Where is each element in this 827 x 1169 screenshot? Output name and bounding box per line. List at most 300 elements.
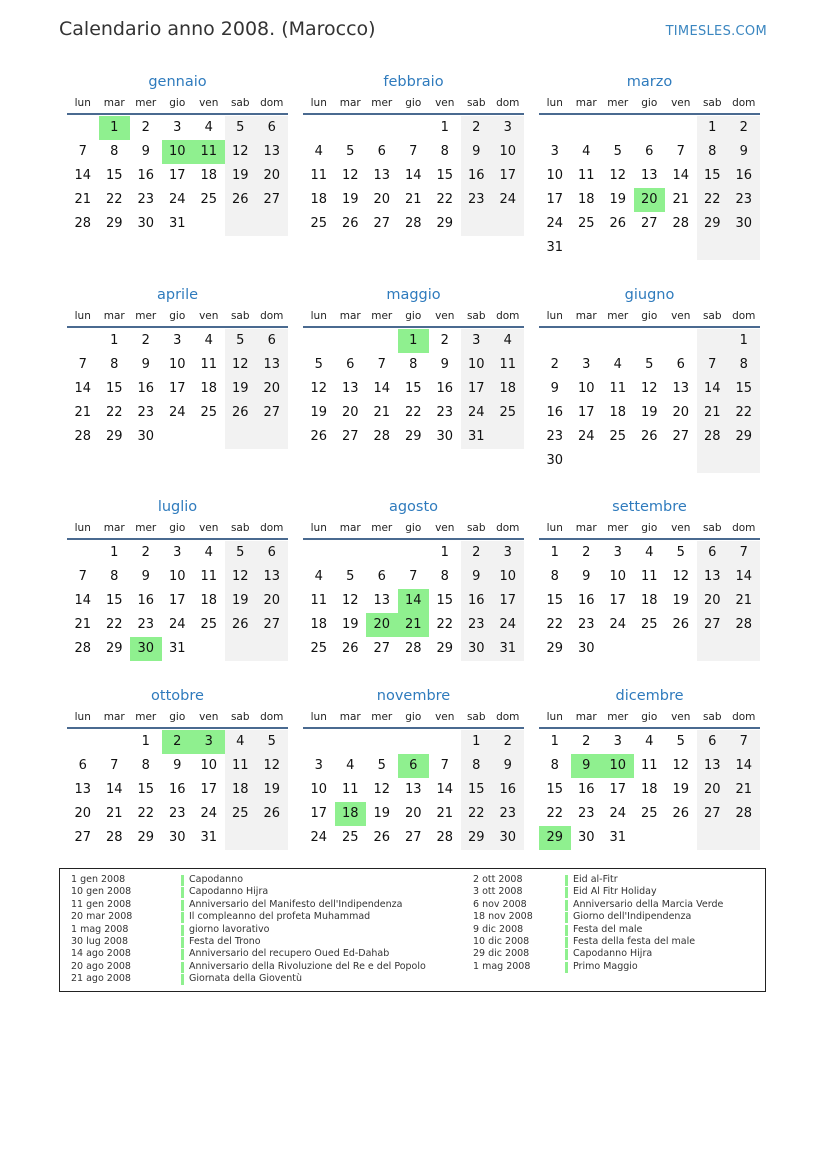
- day-cell: 5: [346, 569, 355, 584]
- day-cell: 20: [263, 168, 281, 183]
- day-cell: 21: [436, 806, 454, 821]
- day-cell: 13: [263, 144, 281, 159]
- legend-marker: [565, 949, 568, 960]
- day-cell: 18: [577, 192, 595, 207]
- day-cell: 1: [550, 734, 559, 749]
- day-cell: 27: [703, 806, 721, 821]
- day-cell: 17: [168, 593, 186, 608]
- legend-marker: [565, 900, 568, 911]
- day-cell: 17: [499, 593, 517, 608]
- legend-marker: [565, 925, 568, 936]
- day-cell: 14: [74, 593, 92, 608]
- day-cell: 19: [231, 381, 249, 396]
- day-cell: 8: [472, 758, 481, 773]
- day-cell: 8: [440, 569, 449, 584]
- weekday-label: ven: [435, 97, 455, 109]
- day-cell: 25: [640, 806, 658, 821]
- weekday-label: gio: [405, 310, 422, 322]
- day-cell: 3: [173, 120, 182, 135]
- day-cell: 12: [231, 569, 249, 584]
- day-cell: 2: [582, 545, 591, 560]
- day-cell: 28: [74, 641, 92, 656]
- legend-marker: [565, 887, 568, 898]
- day-cell: 7: [377, 357, 386, 372]
- day-cell: 25: [200, 617, 218, 632]
- day-cell: 20: [263, 381, 281, 396]
- day-cell: 7: [676, 144, 685, 159]
- legend-marker: [565, 912, 568, 923]
- weekday-label: dom: [732, 97, 756, 109]
- day-cell: 21: [105, 806, 123, 821]
- weekday-label: mar: [339, 522, 361, 534]
- day-cell: 12: [672, 569, 690, 584]
- month-name: aprile: [156, 287, 199, 303]
- day-cell: 2: [141, 120, 150, 135]
- day-cell: 21: [74, 617, 92, 632]
- weekday-label: dom: [260, 97, 284, 109]
- day-cell: 10: [546, 168, 564, 183]
- day-cell: 1: [440, 545, 449, 560]
- day-cell: 17: [609, 593, 627, 608]
- day-cell: 9: [141, 569, 150, 584]
- day-cell: 17: [499, 168, 517, 183]
- day-cell: 8: [550, 569, 559, 584]
- day-cell: 1: [110, 333, 119, 348]
- day-cell: 8: [110, 357, 119, 372]
- legend-holiday-name: giorno lavorativo: [189, 923, 270, 935]
- month-maggio: [303, 285, 524, 476]
- day-grid: [67, 328, 288, 476]
- legend-date: 10 gen 2008: [71, 886, 132, 898]
- day-cell: 27: [640, 216, 658, 231]
- day-cell: 7: [708, 357, 717, 372]
- day-cell: 24: [577, 429, 595, 444]
- legend-date: 18 nov 2008: [473, 911, 533, 923]
- day-cell: 4: [204, 545, 213, 560]
- day-cell: 7: [739, 734, 748, 749]
- day-cell: 28: [105, 830, 123, 845]
- legend-holiday-name: Capodanno Hijra: [189, 886, 269, 898]
- legend-marker: [181, 912, 184, 923]
- day-grid: [67, 115, 288, 263]
- day-cell: 26: [231, 192, 249, 207]
- weekday-header: [303, 707, 524, 727]
- day-cell: 15: [546, 593, 564, 608]
- day-cell: 5: [346, 144, 355, 159]
- day-cell: 18: [499, 381, 517, 396]
- day-grid: [539, 729, 760, 877]
- day-cell: 24: [200, 806, 218, 821]
- day-cell: 10: [609, 569, 627, 584]
- page-title: Calendario anno 2008. (Marocco): [59, 18, 376, 40]
- day-cell: 28: [672, 216, 690, 231]
- weekday-label: gio: [641, 310, 658, 322]
- day-cell: 22: [105, 192, 123, 207]
- day-cell: 3: [582, 357, 591, 372]
- weekday-label: sab: [230, 97, 250, 109]
- day-cell: 23: [467, 617, 485, 632]
- legend-holiday-name: Capodanno Hijra: [573, 948, 653, 960]
- day-cell: 4: [314, 144, 323, 159]
- month-name: dicembre: [615, 688, 684, 704]
- day-cell: 23: [137, 405, 155, 420]
- day-cell: 3: [503, 545, 512, 560]
- day-cell: 28: [404, 641, 422, 656]
- day-cell: 23: [137, 617, 155, 632]
- day-grid: [303, 729, 524, 877]
- day-cell: 4: [645, 545, 654, 560]
- day-cell: 26: [672, 806, 690, 821]
- day-cell: 17: [310, 806, 328, 821]
- weekday-label: mer: [371, 522, 393, 534]
- day-cell: 24: [609, 617, 627, 632]
- day-cell: 21: [735, 782, 753, 797]
- day-cell: 20: [703, 593, 721, 608]
- weekday-header: [303, 306, 524, 326]
- day-cell: 29: [105, 216, 123, 231]
- day-cell: 3: [613, 734, 622, 749]
- day-cell: 4: [204, 333, 213, 348]
- day-cell: 28: [404, 216, 422, 231]
- day-cell: 26: [341, 641, 359, 656]
- day-cell: 7: [440, 758, 449, 773]
- day-cell: 30: [436, 429, 454, 444]
- day-cell: 11: [577, 168, 595, 183]
- legend-marker: [565, 962, 568, 973]
- day-cell: 13: [263, 569, 281, 584]
- day-cell: 13: [640, 168, 658, 183]
- day-cell: 13: [703, 758, 721, 773]
- day-cell: 21: [74, 192, 92, 207]
- day-cell: 2: [503, 734, 512, 749]
- weekday-header: [539, 707, 760, 727]
- day-cell: 5: [613, 144, 622, 159]
- weekday-label: mar: [103, 97, 125, 109]
- legend-marker: [181, 949, 184, 960]
- weekday-header: [539, 518, 760, 538]
- weekday-label: ven: [199, 310, 219, 322]
- day-cell: 6: [708, 545, 717, 560]
- day-cell: 24: [168, 405, 186, 420]
- day-cell: 28: [373, 429, 391, 444]
- day-cell: 22: [404, 405, 422, 420]
- day-cell: 18: [200, 381, 218, 396]
- month-name: ottobre: [151, 688, 204, 704]
- holiday-day: 6: [398, 754, 430, 778]
- day-cell: 26: [640, 429, 658, 444]
- weekday-header: [67, 93, 288, 113]
- day-cell: 20: [263, 593, 281, 608]
- legend-holiday-name: Capodanno: [189, 874, 244, 885]
- day-cell: 16: [137, 168, 155, 183]
- legend-date: 20 mar 2008: [71, 911, 133, 923]
- weekday-label: mar: [575, 97, 597, 109]
- day-cell: 24: [168, 192, 186, 207]
- month-name: agosto: [388, 499, 439, 515]
- weekday-label: sab: [230, 522, 250, 534]
- day-cell: 17: [168, 168, 186, 183]
- legend-holiday-name: Festa del Trono: [189, 936, 261, 947]
- day-cell: 31: [546, 240, 564, 255]
- day-cell: 31: [168, 216, 186, 231]
- day-cell: 18: [200, 593, 218, 608]
- day-cell: 5: [236, 545, 245, 560]
- weekday-label: gio: [169, 711, 186, 723]
- day-cell: 19: [373, 806, 391, 821]
- weekday-label: mer: [135, 522, 157, 534]
- day-cell: 7: [409, 569, 418, 584]
- legend-holiday-name: Il compleanno del profeta Muhammad: [189, 911, 371, 923]
- legend-holiday-name: Festa del male: [573, 923, 643, 935]
- legend-date: 11 gen 2008: [71, 898, 132, 910]
- legend-date: 29 dic 2008: [473, 948, 530, 960]
- day-cell: 14: [74, 381, 92, 396]
- month-name: maggio: [386, 287, 441, 303]
- month-dicembre: [539, 686, 760, 877]
- weekday-label: gio: [169, 522, 186, 534]
- weekday-label: sab: [466, 711, 486, 723]
- day-cell: 5: [676, 734, 685, 749]
- day-cell: 6: [346, 357, 355, 372]
- day-cell: 17: [168, 381, 186, 396]
- day-cell: 5: [236, 333, 245, 348]
- weekday-label: dom: [260, 522, 284, 534]
- day-cell: 5: [377, 758, 386, 773]
- weekday-label: ven: [671, 711, 691, 723]
- legend-date: 1 mag 2008: [71, 923, 129, 935]
- day-cell: 1: [708, 120, 717, 135]
- weekday-label: lun: [310, 711, 327, 723]
- day-cell: 5: [236, 120, 245, 135]
- day-cell: 23: [137, 192, 155, 207]
- weekday-header: [539, 93, 760, 113]
- month-name: novembre: [376, 688, 451, 704]
- weekday-label: ven: [435, 522, 455, 534]
- day-cell: 31: [609, 830, 627, 845]
- day-cell: 16: [137, 381, 155, 396]
- day-cell: 25: [499, 405, 517, 420]
- day-cell: 23: [436, 405, 454, 420]
- day-cell: 6: [267, 545, 276, 560]
- legend-holiday-name: Giorno dell'Indipendenza: [573, 911, 692, 923]
- day-cell: 3: [173, 333, 182, 348]
- day-cell: 12: [341, 168, 359, 183]
- weekday-label: mer: [607, 522, 629, 534]
- day-cell: 12: [640, 381, 658, 396]
- weekday-label: gio: [405, 97, 422, 109]
- day-cell: 11: [499, 357, 517, 372]
- day-cell: 30: [137, 429, 155, 444]
- day-cell: 17: [200, 782, 218, 797]
- day-cell: 3: [503, 120, 512, 135]
- day-cell: 20: [341, 405, 359, 420]
- day-cell: 6: [377, 144, 386, 159]
- legend-holiday-name: Anniversario della Marcia Verde: [573, 898, 724, 910]
- day-cell: 20: [404, 806, 422, 821]
- month-agosto: [303, 497, 524, 688]
- day-cell: 25: [310, 216, 328, 231]
- weekday-label: lun: [546, 97, 563, 109]
- day-cell: 30: [137, 216, 155, 231]
- day-cell: 11: [231, 758, 249, 773]
- weekday-label: gio: [405, 711, 422, 723]
- holiday-day: 1: [99, 116, 131, 140]
- day-cell: 16: [467, 168, 485, 183]
- holiday-day: 14: [398, 589, 430, 613]
- weekday-label: gio: [641, 97, 658, 109]
- weekday-label: sab: [702, 522, 722, 534]
- month-name: febbraio: [383, 74, 444, 90]
- weekday-label: mer: [135, 711, 157, 723]
- day-cell: 9: [173, 758, 182, 773]
- weekday-label: ven: [199, 522, 219, 534]
- day-cell: 16: [436, 381, 454, 396]
- day-cell: 9: [582, 569, 591, 584]
- day-cell: 1: [141, 734, 150, 749]
- day-cell: 16: [168, 782, 186, 797]
- weekday-label: ven: [671, 310, 691, 322]
- day-grid: [303, 328, 524, 476]
- day-cell: 19: [609, 192, 627, 207]
- day-cell: 22: [467, 806, 485, 821]
- legend-holiday-name: Anniversario del Manifesto dell'Indipendenza: [189, 898, 403, 910]
- weekday-label: mer: [607, 97, 629, 109]
- legend-date: 2 ott 2008: [473, 874, 523, 885]
- day-cell: 14: [373, 381, 391, 396]
- day-cell: 16: [577, 593, 595, 608]
- weekday-label: sab: [230, 310, 250, 322]
- day-cell: 17: [546, 192, 564, 207]
- day-cell: 1: [440, 120, 449, 135]
- month-name: marzo: [626, 74, 673, 90]
- day-cell: 11: [310, 593, 328, 608]
- weekday-header: [67, 518, 288, 538]
- day-cell: 8: [141, 758, 150, 773]
- holiday-day: 29: [539, 826, 571, 850]
- holiday-day: 30: [130, 637, 162, 661]
- day-cell: 24: [310, 830, 328, 845]
- day-cell: 25: [231, 806, 249, 821]
- day-cell: 25: [341, 830, 359, 845]
- day-cell: 13: [341, 381, 359, 396]
- day-cell: 28: [735, 617, 753, 632]
- weekday-label: gio: [169, 310, 186, 322]
- weekday-header: [303, 93, 524, 113]
- day-cell: 15: [436, 168, 454, 183]
- day-cell: 9: [141, 357, 150, 372]
- legend-holiday-name: Giornata della Gioventù: [189, 973, 303, 985]
- day-cell: 28: [436, 830, 454, 845]
- legend-holiday-name: Festa della festa del male: [573, 936, 696, 947]
- day-cell: 10: [200, 758, 218, 773]
- day-grid: [67, 729, 288, 877]
- day-cell: 13: [263, 357, 281, 372]
- day-cell: 3: [472, 333, 481, 348]
- day-cell: 6: [676, 357, 685, 372]
- day-cell: 13: [672, 381, 690, 396]
- day-cell: 23: [577, 806, 595, 821]
- month-novembre: [303, 686, 524, 877]
- weekday-label: mer: [135, 97, 157, 109]
- day-cell: 11: [640, 569, 658, 584]
- legend-marker: [565, 875, 568, 886]
- day-cell: 2: [739, 120, 748, 135]
- day-cell: 16: [735, 168, 753, 183]
- day-cell: 21: [735, 593, 753, 608]
- day-cell: 3: [173, 545, 182, 560]
- day-cell: 24: [609, 806, 627, 821]
- legend-holiday-name: Primo Maggio: [573, 960, 638, 972]
- day-cell: 11: [640, 758, 658, 773]
- day-cell: 22: [105, 405, 123, 420]
- legend-marker: [181, 962, 184, 973]
- weekday-label: ven: [199, 97, 219, 109]
- day-cell: 3: [613, 545, 622, 560]
- weekday-label: dom: [496, 97, 520, 109]
- day-cell: 24: [499, 617, 517, 632]
- site-link[interactable]: TIMESLES.COM: [665, 24, 767, 39]
- day-cell: 23: [735, 192, 753, 207]
- day-cell: 10: [577, 381, 595, 396]
- day-cell: 30: [499, 830, 517, 845]
- day-cell: 18: [310, 617, 328, 632]
- day-cell: 12: [373, 782, 391, 797]
- day-cell: 31: [499, 641, 517, 656]
- day-cell: 12: [231, 144, 249, 159]
- day-cell: 10: [310, 782, 328, 797]
- month-aprile: [67, 285, 288, 476]
- day-cell: 1: [739, 333, 748, 348]
- day-cell: 24: [499, 192, 517, 207]
- day-cell: 21: [373, 405, 391, 420]
- day-cell: 15: [105, 381, 123, 396]
- day-cell: 21: [404, 192, 422, 207]
- day-cell: 14: [404, 168, 422, 183]
- day-cell: 6: [645, 144, 654, 159]
- day-cell: 29: [546, 641, 564, 656]
- day-cell: 20: [373, 192, 391, 207]
- day-cell: 13: [404, 782, 422, 797]
- day-cell: 5: [314, 357, 323, 372]
- weekday-label: lun: [74, 97, 91, 109]
- day-cell: 13: [703, 569, 721, 584]
- month-settembre: [539, 497, 760, 688]
- weekday-label: ven: [671, 97, 691, 109]
- day-cell: 6: [78, 758, 87, 773]
- holiday-legend: [59, 868, 766, 992]
- weekday-header: [67, 707, 288, 727]
- day-cell: 19: [341, 617, 359, 632]
- day-cell: 3: [314, 758, 323, 773]
- day-cell: 4: [645, 734, 654, 749]
- day-cell: 15: [404, 381, 422, 396]
- day-cell: 7: [110, 758, 119, 773]
- weekday-label: lun: [310, 310, 327, 322]
- day-cell: 7: [409, 144, 418, 159]
- day-cell: 14: [703, 381, 721, 396]
- day-cell: 8: [550, 758, 559, 773]
- holiday-day: 9: [571, 754, 603, 778]
- day-cell: 22: [735, 405, 753, 420]
- day-cell: 2: [472, 120, 481, 135]
- day-cell: 13: [373, 593, 391, 608]
- weekday-label: sab: [466, 310, 486, 322]
- day-cell: 8: [739, 357, 748, 372]
- day-cell: 27: [341, 429, 359, 444]
- day-cell: 10: [499, 144, 517, 159]
- day-cell: 1: [110, 545, 119, 560]
- day-cell: 17: [467, 381, 485, 396]
